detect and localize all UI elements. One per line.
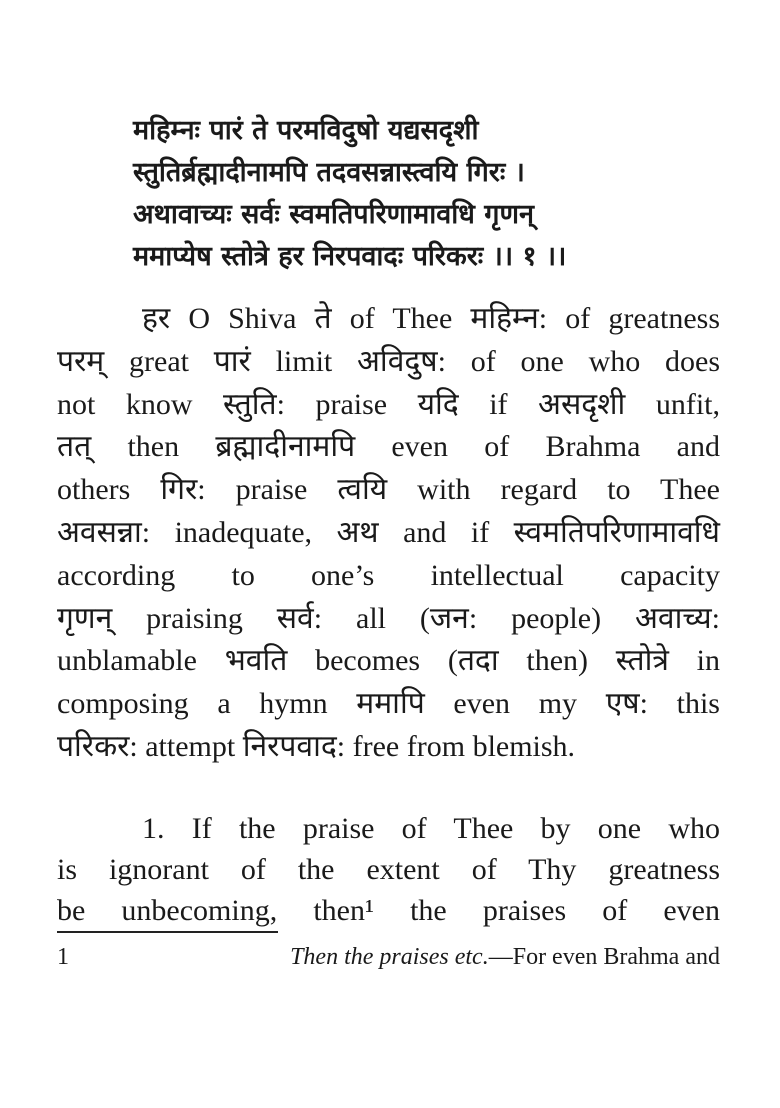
text-line: unblamable भवति becomes (तदा then) स्तोत्रे in bbox=[57, 644, 720, 678]
footnote-body: —For even Brahma and bbox=[488, 944, 720, 970]
footnote-number: 1 bbox=[57, 944, 69, 970]
text-line: परम् great पारं limit अविदुष: of one who does bbox=[57, 344, 720, 378]
text-line: others गिर: praise त्वयि with regard to Thee bbox=[57, 473, 720, 507]
verse-line: महिम्नः पारं ते परमविदुषो यद्यसदृशी bbox=[133, 115, 479, 146]
footnote-text bbox=[290, 942, 720, 972]
text-line: 1. If the praise of Thee by one who bbox=[142, 812, 720, 845]
text-line: गृणन् praising सर्व: all (जन: people) अवाच्य: bbox=[57, 601, 720, 635]
text-line: अवसन्ना: inadequate, अथ and if स्वमतिपरिणामावधि bbox=[57, 515, 720, 549]
verse-line: स्तुतिर्ब्रह्मादीनामपि तदवसन्नास्त्वयि गिरः । bbox=[133, 157, 525, 188]
text-line: हर O Shiva ते of Thee महिम्न: of greatness bbox=[142, 302, 720, 335]
translation-paragraph bbox=[57, 808, 720, 931]
text-line: be unbecoming, then¹ the praises of even bbox=[57, 894, 720, 927]
text-line: परिकर: attempt निरपवाद: free from blemish. bbox=[57, 729, 576, 763]
footnote-italic: Then the praises etc. bbox=[290, 944, 489, 970]
word-meaning-paragraph bbox=[57, 298, 720, 769]
text-line: according to one’s intellectual capacity bbox=[57, 558, 720, 592]
footnote-divider bbox=[57, 931, 278, 933]
text-line: not know स्तुति: praise यदि if असदृशी unfit, bbox=[57, 387, 720, 421]
text-line: composing a hymn ममापि even my एष: this bbox=[57, 687, 720, 721]
verse-line: अथावाच्यः सर्वः स्वमतिपरिणामावधि गृणन् bbox=[133, 199, 534, 230]
sanskrit-verse bbox=[133, 110, 733, 278]
verse-line: ममाप्येष स्तोत्रे हर निरपवादः परिकरः ।। १ ।। bbox=[133, 241, 567, 272]
text-line: is ignorant of the extent of Thy greatness bbox=[57, 853, 720, 886]
text-line: तत् then ब्रह्मादीनामपि even of Brahma and bbox=[57, 430, 720, 464]
